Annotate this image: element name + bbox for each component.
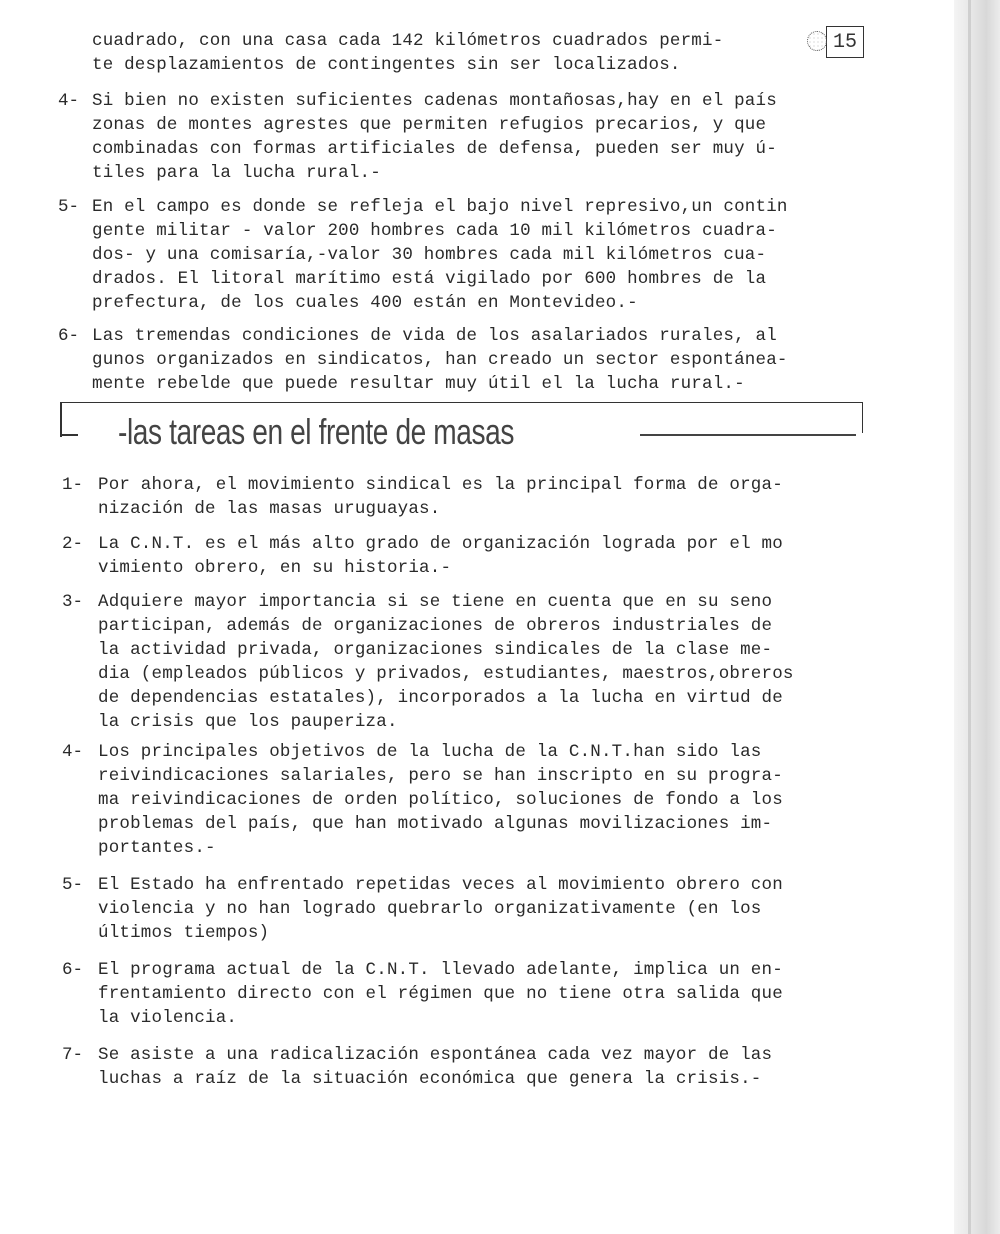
item-line: El Estado ha enfrentado repetidas veces al movimiento obrero con	[98, 875, 783, 895]
item-line: participan, además de organizaciones de obreros industriales de	[98, 616, 773, 636]
scan-binding-edge	[954, 0, 1000, 1234]
continuation-line: cuadrado, con una casa cada 142 kilómetros cuadrados permi-	[92, 31, 724, 51]
item-line: prefectura, de los cuales 400 están en Montevideo.-	[92, 293, 638, 313]
item-line: nización de las masas uruguayas.	[98, 499, 441, 519]
item-number: 4-	[58, 91, 80, 111]
item-number: 6-	[62, 960, 84, 980]
item-line: En el campo es donde se refleja el bajo nivel represivo,un contin	[92, 197, 788, 217]
section-frame-foot	[60, 434, 78, 436]
item-line: drados. El litoral marítimo está vigilado por 600 hombres de la	[92, 269, 767, 289]
item-line: dos- y una comisaría,-valor 30 hombres cada mil kilómetros cua-	[92, 245, 767, 265]
item-line: Los principales objetivos de la lucha de la C.N.T.han sido las	[98, 742, 762, 762]
item-line: tiles para la lucha rural.-	[92, 163, 381, 183]
item-number: 4-	[62, 742, 84, 762]
item-number: 5-	[62, 875, 84, 895]
item-number: 6-	[58, 326, 80, 346]
item-number: 7-	[62, 1045, 84, 1065]
section-title-rule	[640, 434, 856, 436]
item-line: ma reivindicaciones de orden político, soluciones de fondo a los	[98, 790, 783, 810]
item-line: gente militar - valor 200 hombres cada 10 mil kilómetros cuadra-	[92, 221, 777, 241]
item-line: problemas del país, que han motivado algunas movilizaciones im-	[98, 814, 773, 834]
item-line: Si bien no existen suficientes cadenas montañosas,hay en el país	[92, 91, 777, 111]
item-line: últimos tiempos)	[98, 923, 270, 943]
item-line: violencia y no han logrado quebrarlo organizativamente (en los	[98, 899, 762, 919]
item-line: El programa actual de la C.N.T. llevado adelante, implica un en-	[98, 960, 783, 980]
item-line: la crisis que los pauperiza.	[98, 712, 398, 732]
item-line: de dependencias estatales), incorporados a la lucha en virtud de	[98, 688, 783, 708]
item-line: Se asiste a una radicalización espontánea cada vez mayor de las	[98, 1045, 773, 1065]
section-title: -las tareas en el frente de masas	[118, 411, 515, 452]
item-line: combinadas con formas artificiales de defensa, pueden ser muy ú-	[92, 139, 777, 159]
page-number: 15	[826, 26, 864, 58]
item-number: 1-	[62, 475, 84, 495]
item-line: dia (empleados públicos y privados, estudiantes, maestros,obreros	[98, 664, 794, 684]
item-line: portantes.-	[98, 838, 216, 858]
item-line: gunos organizados en sindicatos, han creado un sector espontánea-	[92, 350, 788, 370]
item-line: mente rebelde que puede resultar muy útil el la lucha rural.-	[92, 374, 745, 394]
item-number: 2-	[62, 534, 84, 554]
item-line: luchas a raíz de la situación económica que genera la crisis.-	[98, 1069, 762, 1089]
item-number: 5-	[58, 197, 80, 217]
item-line: Adquiere mayor importancia si se tiene en cuenta que en su seno	[98, 592, 773, 612]
item-line: Por ahora, el movimiento sindical es la principal forma de orga-	[98, 475, 783, 495]
item-line: la violencia.	[98, 1008, 238, 1028]
item-line: la actividad privada, organizaciones sindicales de la clase me-	[98, 640, 773, 660]
item-line: La C.N.T. es el más alto grado de organización lograda por el mo	[98, 534, 783, 554]
item-number: 3-	[62, 592, 84, 612]
item-line: frentamiento directo con el régimen que no tiene otra salida que	[98, 984, 783, 1004]
item-line: reivindicaciones salariales, pero se han inscripto en su progra-	[98, 766, 783, 786]
item-line: vimiento obrero, en su historia.-	[98, 558, 452, 578]
item-line: zonas de montes agrestes que permiten refugios precarios, y que	[92, 115, 767, 135]
continuation-line: te desplazamientos de contingentes sin ser localizados.	[92, 55, 681, 75]
item-line: Las tremendas condiciones de vida de los asalariados rurales, al	[92, 326, 777, 346]
